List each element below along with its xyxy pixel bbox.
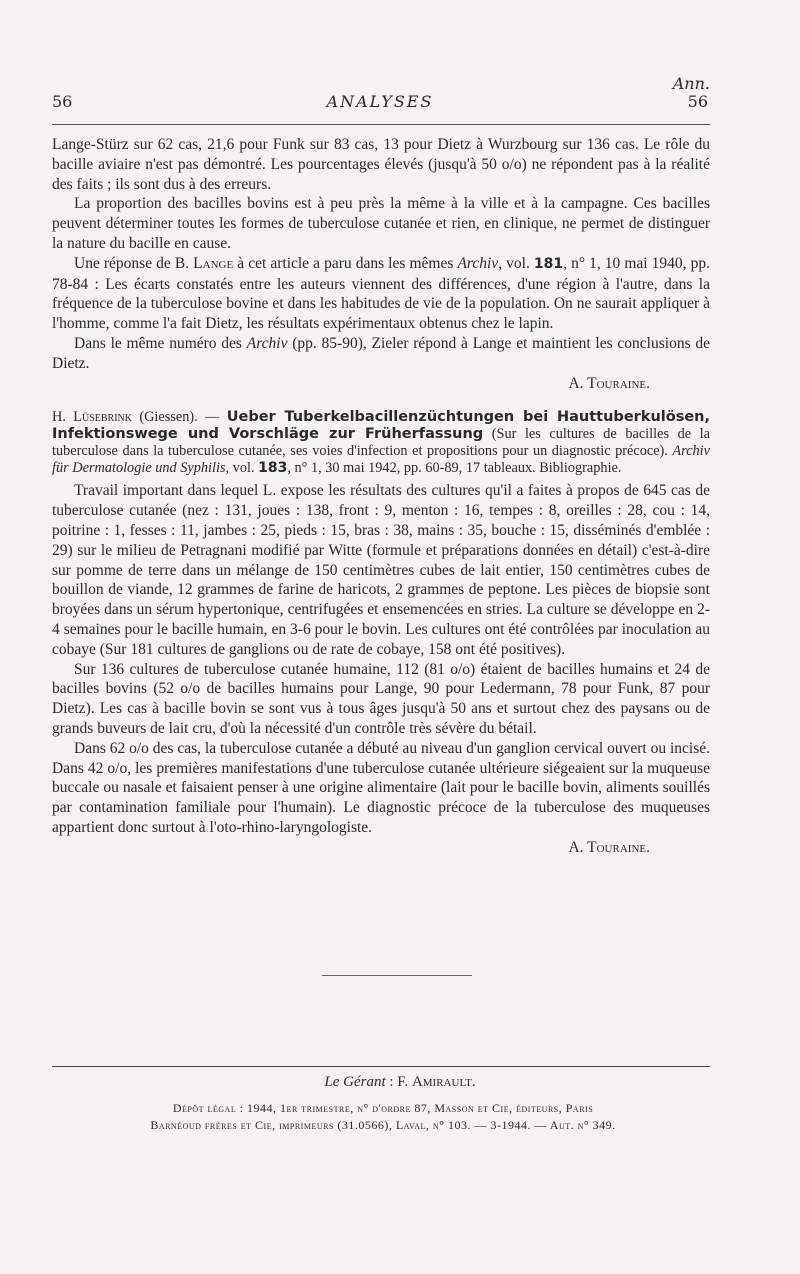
review-journal: Archiv für Dermatologie und Syphilis	[52, 443, 710, 477]
paragraph-4: Dans le même numéro des Archiv (pp. 85-90), Zieler répond à Lange et maintient les conclusions de Dietz.	[52, 334, 710, 372]
paragraph-5: Travail important dans lequel L. expose les résultats des cultures qu'il a faites à propos de 645 cas de tuberculose cutanée (nez : 131, joues : 138, front : 9, menton : 16, tempes : 8, oreilles : 28, cou : 14, poitrine : 1, fesses : 11, jambes : 25, pieds : 15, bras : 38, mains : 35, bouche : 15, disséminés d'emblée : 29) sur le milieu de Petragnani modifié par Witte (formule et préparations données en détail) c'est-à-dire sur pomme de terre dans un mélange de 150 centimètres cubes de lait entier, 150 centimètres cubes de bouillon de viande, 12 grammes de farine de haricots, 2 grammes de peptone. Les pièces de biopsie sont broyées dans un sérum hypertonique, centrifugées et ensemencées en stries. La culture se développe en 2-4 semaines pour le bacille humain, en 3-6 pour le bovin. Les cultures ont été contrôlées par inoculation au cobaye (Sur 181 cultures de ganglions ou de rate de cobaye, 158 ont été positives).	[52, 482, 710, 658]
section-separator	[322, 975, 472, 976]
review-author: Lüsebrink	[73, 409, 132, 426]
author-name: Lange	[193, 254, 234, 272]
signature: A. Touraine.	[568, 838, 650, 856]
signature: A. Touraine.	[568, 374, 650, 392]
page-number-left: 56	[52, 92, 73, 111]
legal-deposit-line-2: Barnéoud frères et Cie, imprimeurs (31.0566), Laval, n° 103. — 3-1944. — Aut. n° 349.	[150, 1118, 616, 1132]
review-title: Ueber Tuberkelbacillenzüchtungen bei Hauttuberkulösen, Infektionswege und Vorschläge zur Früherfassung	[52, 409, 710, 443]
legal-deposit-line-1: Dépôt légal : 1944, 1er trimestre, n° d'ordre 87, Masson et Cie, éditeurs, Paris	[172, 1101, 594, 1115]
legal-deposit	[48, 1100, 718, 1134]
footer-rule	[52, 1066, 710, 1067]
paragraph-2: La proportion des bacilles bovins est à peu près la même à la ville et à la campagne. Ces bacilles peuvent déterminer toutes les formes de tuberculose cutanée et rien, en clinique, ne permet de distinguer la nature du bacille en cause.	[52, 195, 710, 252]
section-title: ANALYSES	[326, 92, 434, 111]
header-rule	[52, 124, 710, 125]
annotation: Ann.	[672, 74, 710, 93]
paragraph-6: Sur 136 cultures de tuberculose cutanée humaine, 112 (81 o/o) étaient de bacilles humains et 24 de bacilles bovins (52 o/o de bacilles humains pour Lange, 90 pour Ledermann, 78 pour Funk, 87 pour Dietz). Les cas à bacille bovin se sont vus à tous âges jusqu'à 50 ans et surtout chez des paysans ou de grands buveurs de lait cru, d'où la nécessité d'un contrôle très sévère du bétail.	[52, 660, 710, 737]
volume-number: 181	[533, 255, 564, 272]
gerant-line: Le Gérant : F. Amirault.	[324, 1074, 476, 1090]
paragraph-1: Lange-Stürz sur 62 cas, 21,6 pour Funk sur 83 cas, 13 pour Dietz à Wurzbourg sur 136 cas. Le rôle du bacille aviaire n'est pas démontré. Les pourcentages élevés (jusqu'à 50 o/o) ne répondent pas à la réalité des faits ; ils sont dus à des erreurs.	[52, 136, 710, 193]
page-number-right: 56	[687, 92, 708, 111]
journal-name: Archiv	[246, 334, 288, 352]
article-body	[52, 135, 710, 858]
running-head	[52, 92, 708, 116]
journal-name: Archiv	[457, 254, 499, 272]
review-heading: H. Lüsebrink (Giessen). — Ueber Tuberkelbacillenzüchtungen bei Hauttuberkulösen, Infektionswege und Vorschläge zur Früherfassung (Sur les cultures de bacilles de la tuberculose dans la tuberculose cutanée, ses voies d'infection et propositions pour un diagnostic précoce). Archiv für Dermatologie und Syphilis, vol. 183, n° 1, 30 mai 1942, pp. 60-89, 17 tableaux. Bibliographie.	[52, 409, 710, 477]
paragraph-7: Dans 62 o/o des cas, la tuberculose cutanée a débuté au niveau d'un ganglion cervical ouvert ou incisé. Dans 42 o/o, les premières manifestations d'une tuberculose cutanée ultérieure siégeaient sur la muqueuse buccale ou nasale et faisaient penser à une origine alimentaire (lait pour le bacille bovin, aliments souillés par contamination familiale pour l'humain). Le diagnostic précoce de la tuberculose des muqueuses appartient donc surtout à l'oto-rhino-laryngologiste.	[52, 739, 710, 836]
review-volume: 183	[258, 460, 288, 477]
gerant-name: Amirault.	[411, 1074, 476, 1090]
paragraph-3: Une réponse de B. Lange à cet article a paru dans les mêmes Archiv, vol. 181, n° 1, 10 mai 1940, pp. 78-84 : Les écarts constatés entre les auteurs viennent des différences, d'une région à l'autre, dans la fréquence de la tuberculose bovine et dans les habitudes de vie de la population. On ne saurait appliquer à l'homme, comme l'a fait Dietz, les résultats expérimentaux obtenus chez le lapin.	[52, 254, 710, 333]
